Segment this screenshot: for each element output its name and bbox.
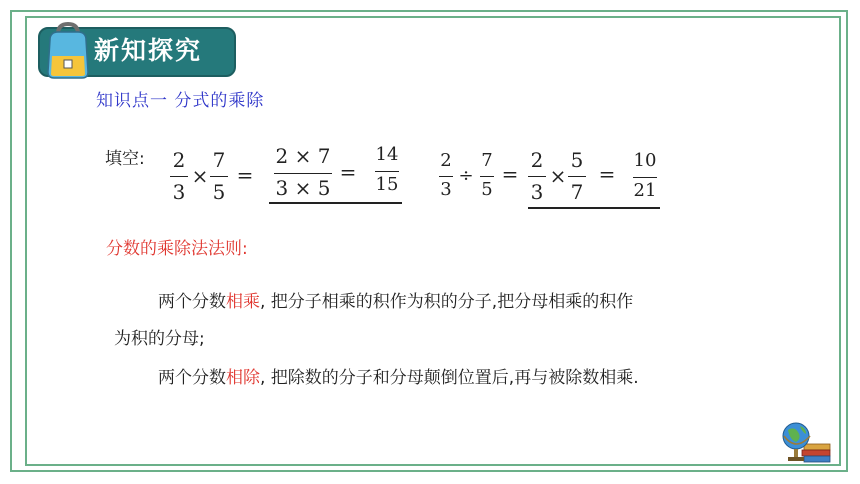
fraction-numerator: 7 (481, 150, 493, 171)
result-numerator: 10 (633, 150, 657, 171)
fraction-bar (439, 176, 453, 177)
backpack-icon (44, 22, 92, 80)
fraction-bar (170, 176, 188, 177)
highlight-divide: 相除 (226, 368, 260, 388)
multiply-operator: × (549, 164, 567, 188)
rule-text: , 把分子相乘的积作为积的分子,把分母相乘的积作 (260, 292, 634, 312)
fraction-denominator: 3 (172, 180, 186, 204)
fraction-denominator: 5 (481, 179, 493, 200)
rule-heading: 分数的乘除法法则: (106, 239, 248, 259)
equals-sign: = (598, 162, 616, 186)
rule-paragraph-1-cont: 为积的分母; (114, 329, 205, 349)
fraction-numerator: 2 (440, 150, 452, 171)
fraction-numerator: 5 (570, 148, 584, 172)
rule-paragraph-1 (158, 287, 633, 312)
page-title: 新知探究 (94, 36, 203, 65)
equals-sign: = (236, 163, 254, 187)
answer-underline (269, 202, 402, 204)
equals-sign: = (339, 160, 357, 184)
fraction-denominator: 5 (212, 180, 226, 204)
fraction-numerator: 2 × 7 (275, 144, 331, 168)
fraction-bar (274, 173, 332, 174)
fill-blank-label: 填空: (105, 149, 145, 169)
rule-text: 两个分数 (158, 368, 226, 388)
result-denominator: 21 (633, 180, 657, 201)
fraction-bar (568, 176, 586, 177)
result-numerator: 14 (375, 144, 399, 165)
fraction-numerator: 7 (212, 148, 226, 172)
globe-books-icon (780, 418, 832, 466)
fraction-bar (375, 171, 399, 172)
fraction-bar (480, 176, 494, 177)
section-subtitle: 知识点一 分式的乘除 (96, 91, 265, 111)
result-denominator: 15 (375, 174, 399, 195)
highlight-multiply: 相乘 (226, 292, 260, 312)
fraction-denominator: 7 (570, 180, 584, 204)
multiply-operator: × (191, 164, 209, 188)
fraction-bar (528, 176, 546, 177)
fraction-numerator: 2 (530, 148, 544, 172)
divide-operator: ÷ (458, 165, 474, 186)
fraction-bar (210, 176, 228, 177)
fraction-bar (633, 177, 657, 178)
rule-paragraph-2 (158, 363, 639, 388)
fraction-numerator: 2 (172, 148, 186, 172)
answer-underline (528, 207, 660, 209)
rule-text: 两个分数 (158, 292, 226, 312)
equals-sign: = (501, 162, 519, 186)
fraction-denominator: 3 × 5 (275, 176, 331, 200)
fraction-denominator: 3 (530, 180, 544, 204)
rule-text: , 把除数的分子和分母颠倒位置后,再与被除数相乘. (260, 368, 639, 388)
fraction-denominator: 3 (440, 179, 452, 200)
